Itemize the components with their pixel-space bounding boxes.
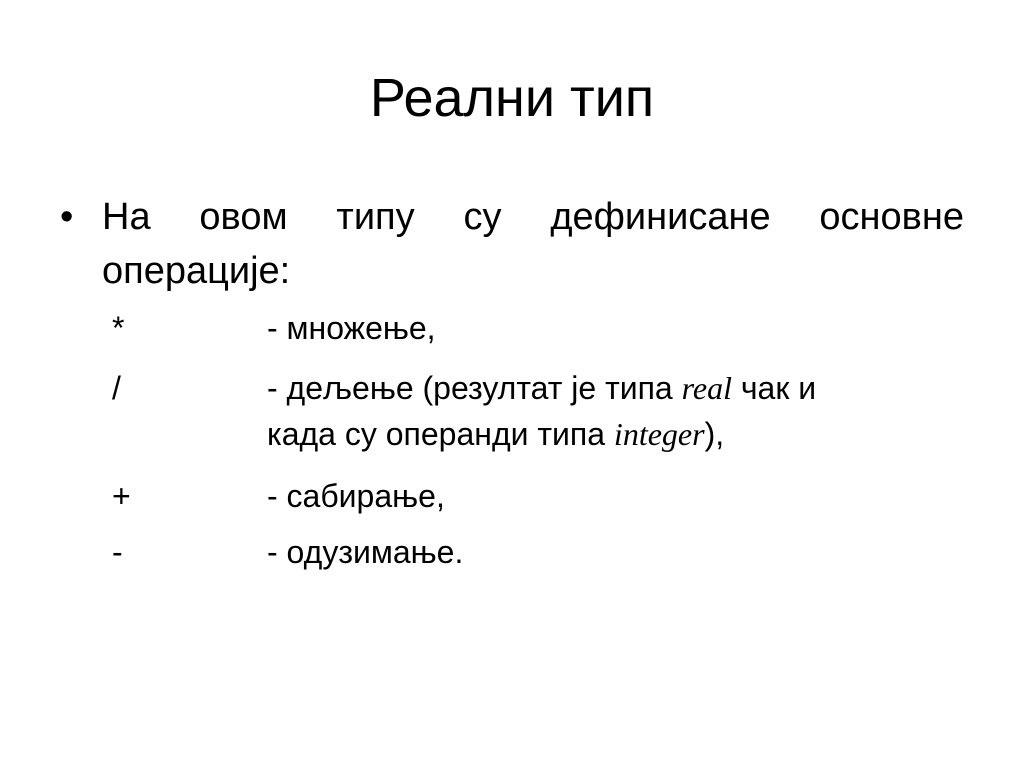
division-operands-text: када су операнди типа: [267, 416, 614, 452]
division-line-2: [267, 411, 967, 457]
division-closing-text: ),: [704, 416, 725, 452]
bullet-marker: •: [60, 196, 74, 238]
operation-symbol-divide: /: [112, 370, 121, 406]
term-real: real: [681, 370, 732, 406]
operation-symbol-multiply: *: [112, 310, 125, 346]
operation-description-multiply: - множење,: [267, 310, 436, 346]
term-integer: integer: [613, 416, 705, 452]
operation-description-subtract: - одузимање.: [267, 534, 464, 570]
division-line-1: [267, 365, 967, 411]
division-text-end: чак и: [731, 370, 817, 406]
bullet-text: На овом типу су дефинисане основне операције:: [102, 196, 964, 292]
division-text-start: - дељење (резултат је типа: [267, 370, 682, 406]
operation-symbol-subtract: -: [112, 534, 123, 570]
operation-description-add: - сабирање,: [267, 478, 445, 514]
operation-symbol-add: +: [112, 478, 131, 514]
operation-description-divide: [267, 365, 967, 457]
slide-title: Реални тип: [369, 68, 655, 128]
